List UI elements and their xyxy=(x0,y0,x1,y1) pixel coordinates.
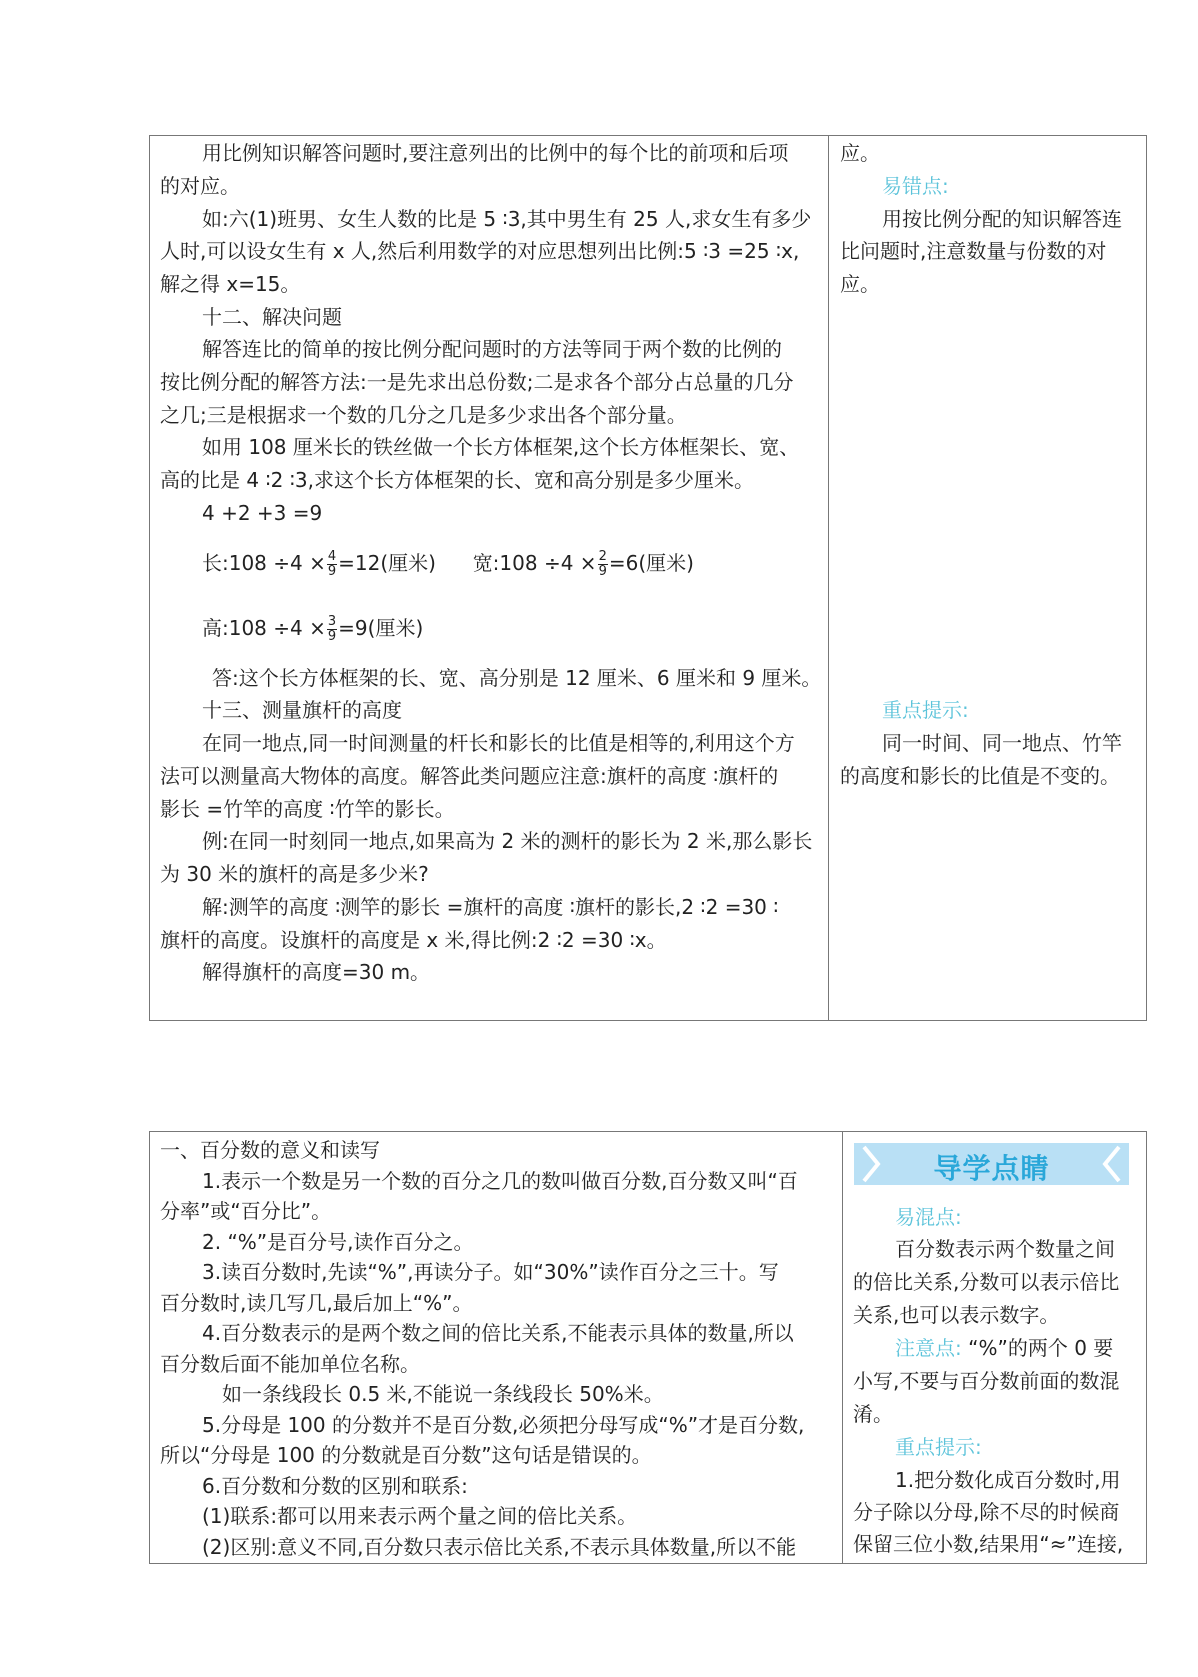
text-line: 影长 =竹竿的高度 ∶竹竿的影长。 xyxy=(160,797,455,821)
text-line: 应。 xyxy=(840,272,880,296)
text-line: 解得旗杆的高度=30 m。 xyxy=(202,960,431,984)
text-line: 百分数表示两个数量之间 xyxy=(895,1237,1115,1261)
formula-text: =6(厘米) xyxy=(608,551,694,575)
text-line: 用按比例分配的知识解答连 xyxy=(882,207,1122,231)
column-divider xyxy=(842,1131,843,1564)
denominator: 9 xyxy=(598,564,607,579)
text-line: 之几;三是根据求一个数的几分之几是多少求出各个部分量。 xyxy=(160,403,687,427)
text-line: 解之得 x=15。 xyxy=(160,272,301,296)
formula-text: 宽:108 ÷4 × xyxy=(472,551,597,575)
text-line: 为 30 米的旗杆的高是多少米? xyxy=(160,862,429,886)
text-line: 分子除以分母,除不尽的时候商 xyxy=(853,1500,1120,1524)
text-line: 淆。 xyxy=(853,1402,893,1426)
denominator: 9 xyxy=(327,629,337,644)
text-line: 的高度和影长的比值是不变的。 xyxy=(840,764,1120,788)
text-line: 用比例知识解答问题时,要注意列出的比例中的每个比的前项和后项 xyxy=(202,141,789,165)
formula-text: 高:108 ÷4 × xyxy=(202,616,326,640)
label-key-tip: 重点提示: xyxy=(895,1435,982,1459)
label-key-tip: 重点提示: xyxy=(882,698,969,722)
text-line: 的对应。 xyxy=(160,174,240,198)
text-line: (2)区别:意义不同,百分数只表示倍比关系,不表示具体数量,所以不能 xyxy=(202,1535,797,1559)
text-line: 人时,可以设女生有 x 人,然后利用数学的对应思想列出比例:5 ∶3 =25 ∶x, xyxy=(160,239,800,263)
text-line: 6.百分数和分数的区别和联系: xyxy=(202,1474,468,1498)
section-heading: 十三、测量旗杆的高度 xyxy=(202,698,402,722)
text-line: 如一条线段长 0.5 米,不能说一条线段长 50%米。 xyxy=(222,1382,664,1406)
text-line: 5.分母是 100 的分数并不是百分数,必须把分母写成“%”才是百分数, xyxy=(202,1413,805,1437)
formula-sum: 4 +2 +3 =9 xyxy=(202,501,323,525)
text-line: 小写,不要与百分数前面的数混 xyxy=(853,1369,1120,1393)
formula-length xyxy=(202,550,694,579)
fraction xyxy=(598,550,608,579)
text-line: 如:六(1)班男、女生人数的比是 5 ∶3,其中男生有 25 人,求女生有多少 xyxy=(202,207,812,231)
label-attention: 注意点: xyxy=(895,1336,962,1360)
text-line: 4.百分数表示的是两个数之间的倍比关系,不能表示具体的数量,所以 xyxy=(202,1321,794,1345)
text-line: 的倍比关系,分数可以表示倍比 xyxy=(853,1270,1120,1294)
numerator: 3 xyxy=(327,614,337,629)
text-line: 百分数时,读几写几,最后加上“%”。 xyxy=(160,1291,473,1315)
denominator: 9 xyxy=(327,564,337,579)
text-line: 例:在同一时刻同一地点,如果高为 2 米的测杆的影长为 2 米,那么影长 xyxy=(202,829,813,853)
text-line: 2. “%”是百分号,读作百分之。 xyxy=(202,1230,474,1254)
text-line: 如用 108 厘米长的铁丝做一个长方体框架,这个长方体框架长、宽、 xyxy=(202,435,800,459)
text-segment: “%”的两个 0 要 xyxy=(968,1336,1114,1360)
fraction xyxy=(327,550,337,579)
text-line xyxy=(895,1336,1113,1360)
numerator: 4 xyxy=(327,549,337,564)
fraction xyxy=(327,615,337,644)
text-line: 应。 xyxy=(840,141,880,165)
section-heading: 十二、解决问题 xyxy=(202,305,342,329)
text-line: 百分数后面不能加单位名称。 xyxy=(160,1352,420,1376)
text-line: 法可以测量高大物体的高度。解答此类问题应注意:旗杆的高度 ∶旗杆的 xyxy=(160,764,779,788)
formula-height xyxy=(202,615,423,644)
section-heading: 一、百分数的意义和读写 xyxy=(160,1138,380,1162)
text-line: (1)联系:都可以用来表示两个量之间的倍比关系。 xyxy=(202,1504,638,1528)
label-error-prone: 易错点: xyxy=(882,174,949,198)
text-line: 同一时间、同一地点、竹竿 xyxy=(882,731,1122,755)
text-line: 3.读百分数时,先读“%”,再读分子。如“30%”读作百分之三十。写 xyxy=(202,1260,779,1284)
text-line: 分率”或“百分比”。 xyxy=(160,1199,332,1223)
column-divider xyxy=(828,135,829,1021)
text-line: 答:这个长方体框架的长、宽、高分别是 12 厘米、6 厘米和 9 厘米。 xyxy=(212,666,822,690)
guide-banner xyxy=(854,1143,1129,1185)
formula-text: =9(厘米) xyxy=(338,616,424,640)
text-line: 旗杆的高度。设旗杆的高度是 x 米,得比例:2 ∶2 =30 ∶x。 xyxy=(160,928,667,952)
text-line: 在同一地点,同一时间测量的杆长和影长的比值是相等的,利用这个方 xyxy=(202,731,795,755)
text-line: 关系,也可以表示数字。 xyxy=(853,1303,1060,1327)
formula-text: =12(厘米) xyxy=(338,551,436,575)
numerator: 2 xyxy=(598,549,607,564)
text-line: 解:测竿的高度 ∶测竿的影长 =旗杆的高度 ∶旗杆的影长,2 ∶2 =30 ∶ xyxy=(202,895,779,919)
text-line: 解答连比的简单的按比例分配问题时的方法等同于两个数的比例的 xyxy=(202,337,782,361)
banner-title: 导学点睛 xyxy=(933,1152,1050,1185)
text-line: 1.把分数化成百分数时,用 xyxy=(895,1468,1121,1492)
formula-text: 长:108 ÷4 × xyxy=(202,551,326,575)
text-line: 所以“分母是 100 的分数就是百分数”这句话是错误的。 xyxy=(160,1443,652,1467)
text-line: 高的比是 4 ∶2 ∶3,求这个长方体框架的长、宽和高分别是多少厘米。 xyxy=(160,468,755,492)
text-line: 比问题时,注意数量与份数的对 xyxy=(840,239,1107,263)
text-line: 1.表示一个数是另一个数的百分之几的数叫做百分数,百分数又叫“百 xyxy=(202,1169,798,1193)
chevron-left-icon xyxy=(1101,1145,1123,1183)
text-line: 按比例分配的解答方法:一是先求出总份数;二是求各个部分占总量的几分 xyxy=(160,370,794,394)
label-confusing: 易混点: xyxy=(895,1205,962,1229)
text-line: 保留三位小数,结果用“≈”连接, xyxy=(853,1532,1124,1556)
